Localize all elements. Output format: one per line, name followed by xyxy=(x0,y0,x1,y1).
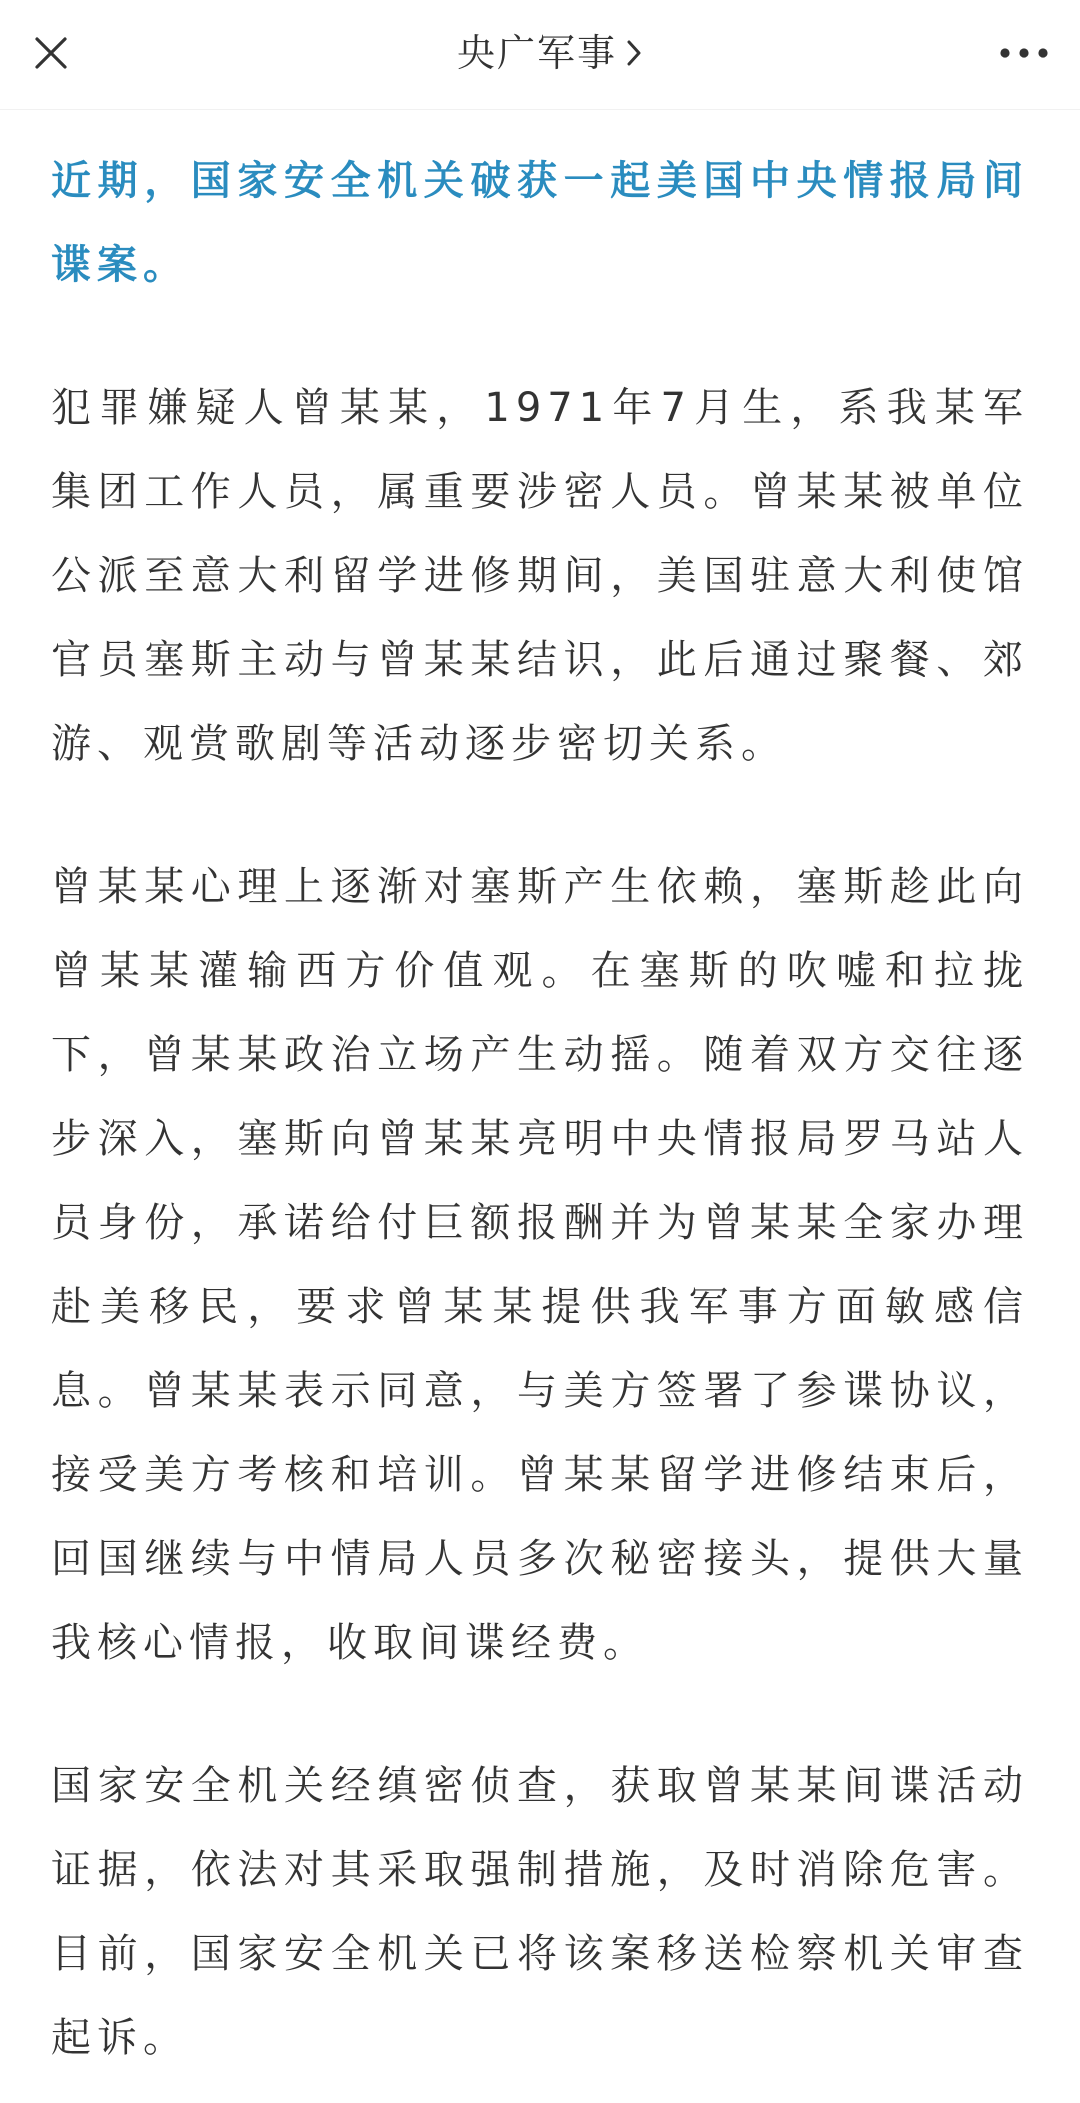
paragraph-line: 回国继续与中情局人员多次秘密接头，提供大量 xyxy=(51,1536,1029,1582)
paragraph-line: 息。曾某某表示同意，与美方签署了参谍协议， xyxy=(51,1368,1029,1414)
paragraph-line: 员身份，承诺给付巨额报酬并为曾某某全家办理 xyxy=(51,1200,1029,1246)
paragraph xyxy=(51,845,1029,1685)
paragraph-line: 步深入，塞斯向曾某某亮明中央情报局罗马站人 xyxy=(51,1116,1029,1162)
paragraph-line: 游、观赏歌剧等活动逐步密切关系。 xyxy=(51,721,787,767)
paragraph xyxy=(51,366,1029,786)
paragraph-line: 公派至意大利留学进修期间，美国驻意大利使馆 xyxy=(51,553,1029,599)
article-body xyxy=(0,110,1080,2080)
headline-line: 谍案。 xyxy=(51,242,189,288)
paragraph-line: 接受美方考核和培训。曾某某留学进修结束后， xyxy=(51,1452,1029,1498)
paragraph-line: 目前，国家安全机关已将该案移送检察机关审查 xyxy=(51,1931,1029,1977)
paragraph-line: 下，曾某某政治立场产生动摇。随着双方交往逐 xyxy=(51,1032,1029,1078)
paragraph-line: 官员塞斯主动与曾某某结识，此后通过聚餐、郊 xyxy=(51,637,1029,683)
paragraph-line: 起诉。 xyxy=(51,2015,189,2061)
more-icon xyxy=(999,47,1049,59)
paragraph-line: 犯罪嫌疑人曾某某，1971年7月生，系我某军 xyxy=(51,385,1029,431)
paragraph-line: 集团工作人员，属重要涉密人员。曾某某被单位 xyxy=(51,469,1029,515)
paragraph-line: 赴美移民，要求曾某某提供我军事方面敏感信 xyxy=(51,1284,1029,1330)
paragraph-line: 曾某某心理上逐渐对塞斯产生依赖，塞斯趁此向 xyxy=(51,864,1029,910)
account-title-link[interactable] xyxy=(330,0,750,106)
chevron-right-icon xyxy=(625,38,643,68)
paragraph-line: 证据，依法对其采取强制措施，及时消除危害。 xyxy=(51,1847,1029,1893)
paragraph-line: 曾某某灌输西方价值观。在塞斯的吹嘘和拉拢 xyxy=(51,948,1029,994)
article-headline xyxy=(51,139,1029,307)
close-icon xyxy=(33,35,69,71)
paragraph-line: 我核心情报，收取间谍经费。 xyxy=(51,1620,649,1666)
headline-line: 近期，国家安全机关破获一起美国中央情报局间 xyxy=(51,158,1029,204)
more-button[interactable] xyxy=(992,30,1056,76)
top-bar xyxy=(0,0,1080,110)
paragraph-line: 国家安全机关经缜密侦查，获取曾某某间谍活动 xyxy=(51,1763,1029,1809)
paragraph xyxy=(51,1744,1029,2080)
close-button[interactable] xyxy=(28,30,74,76)
page-title: 央广军事 xyxy=(456,31,617,75)
